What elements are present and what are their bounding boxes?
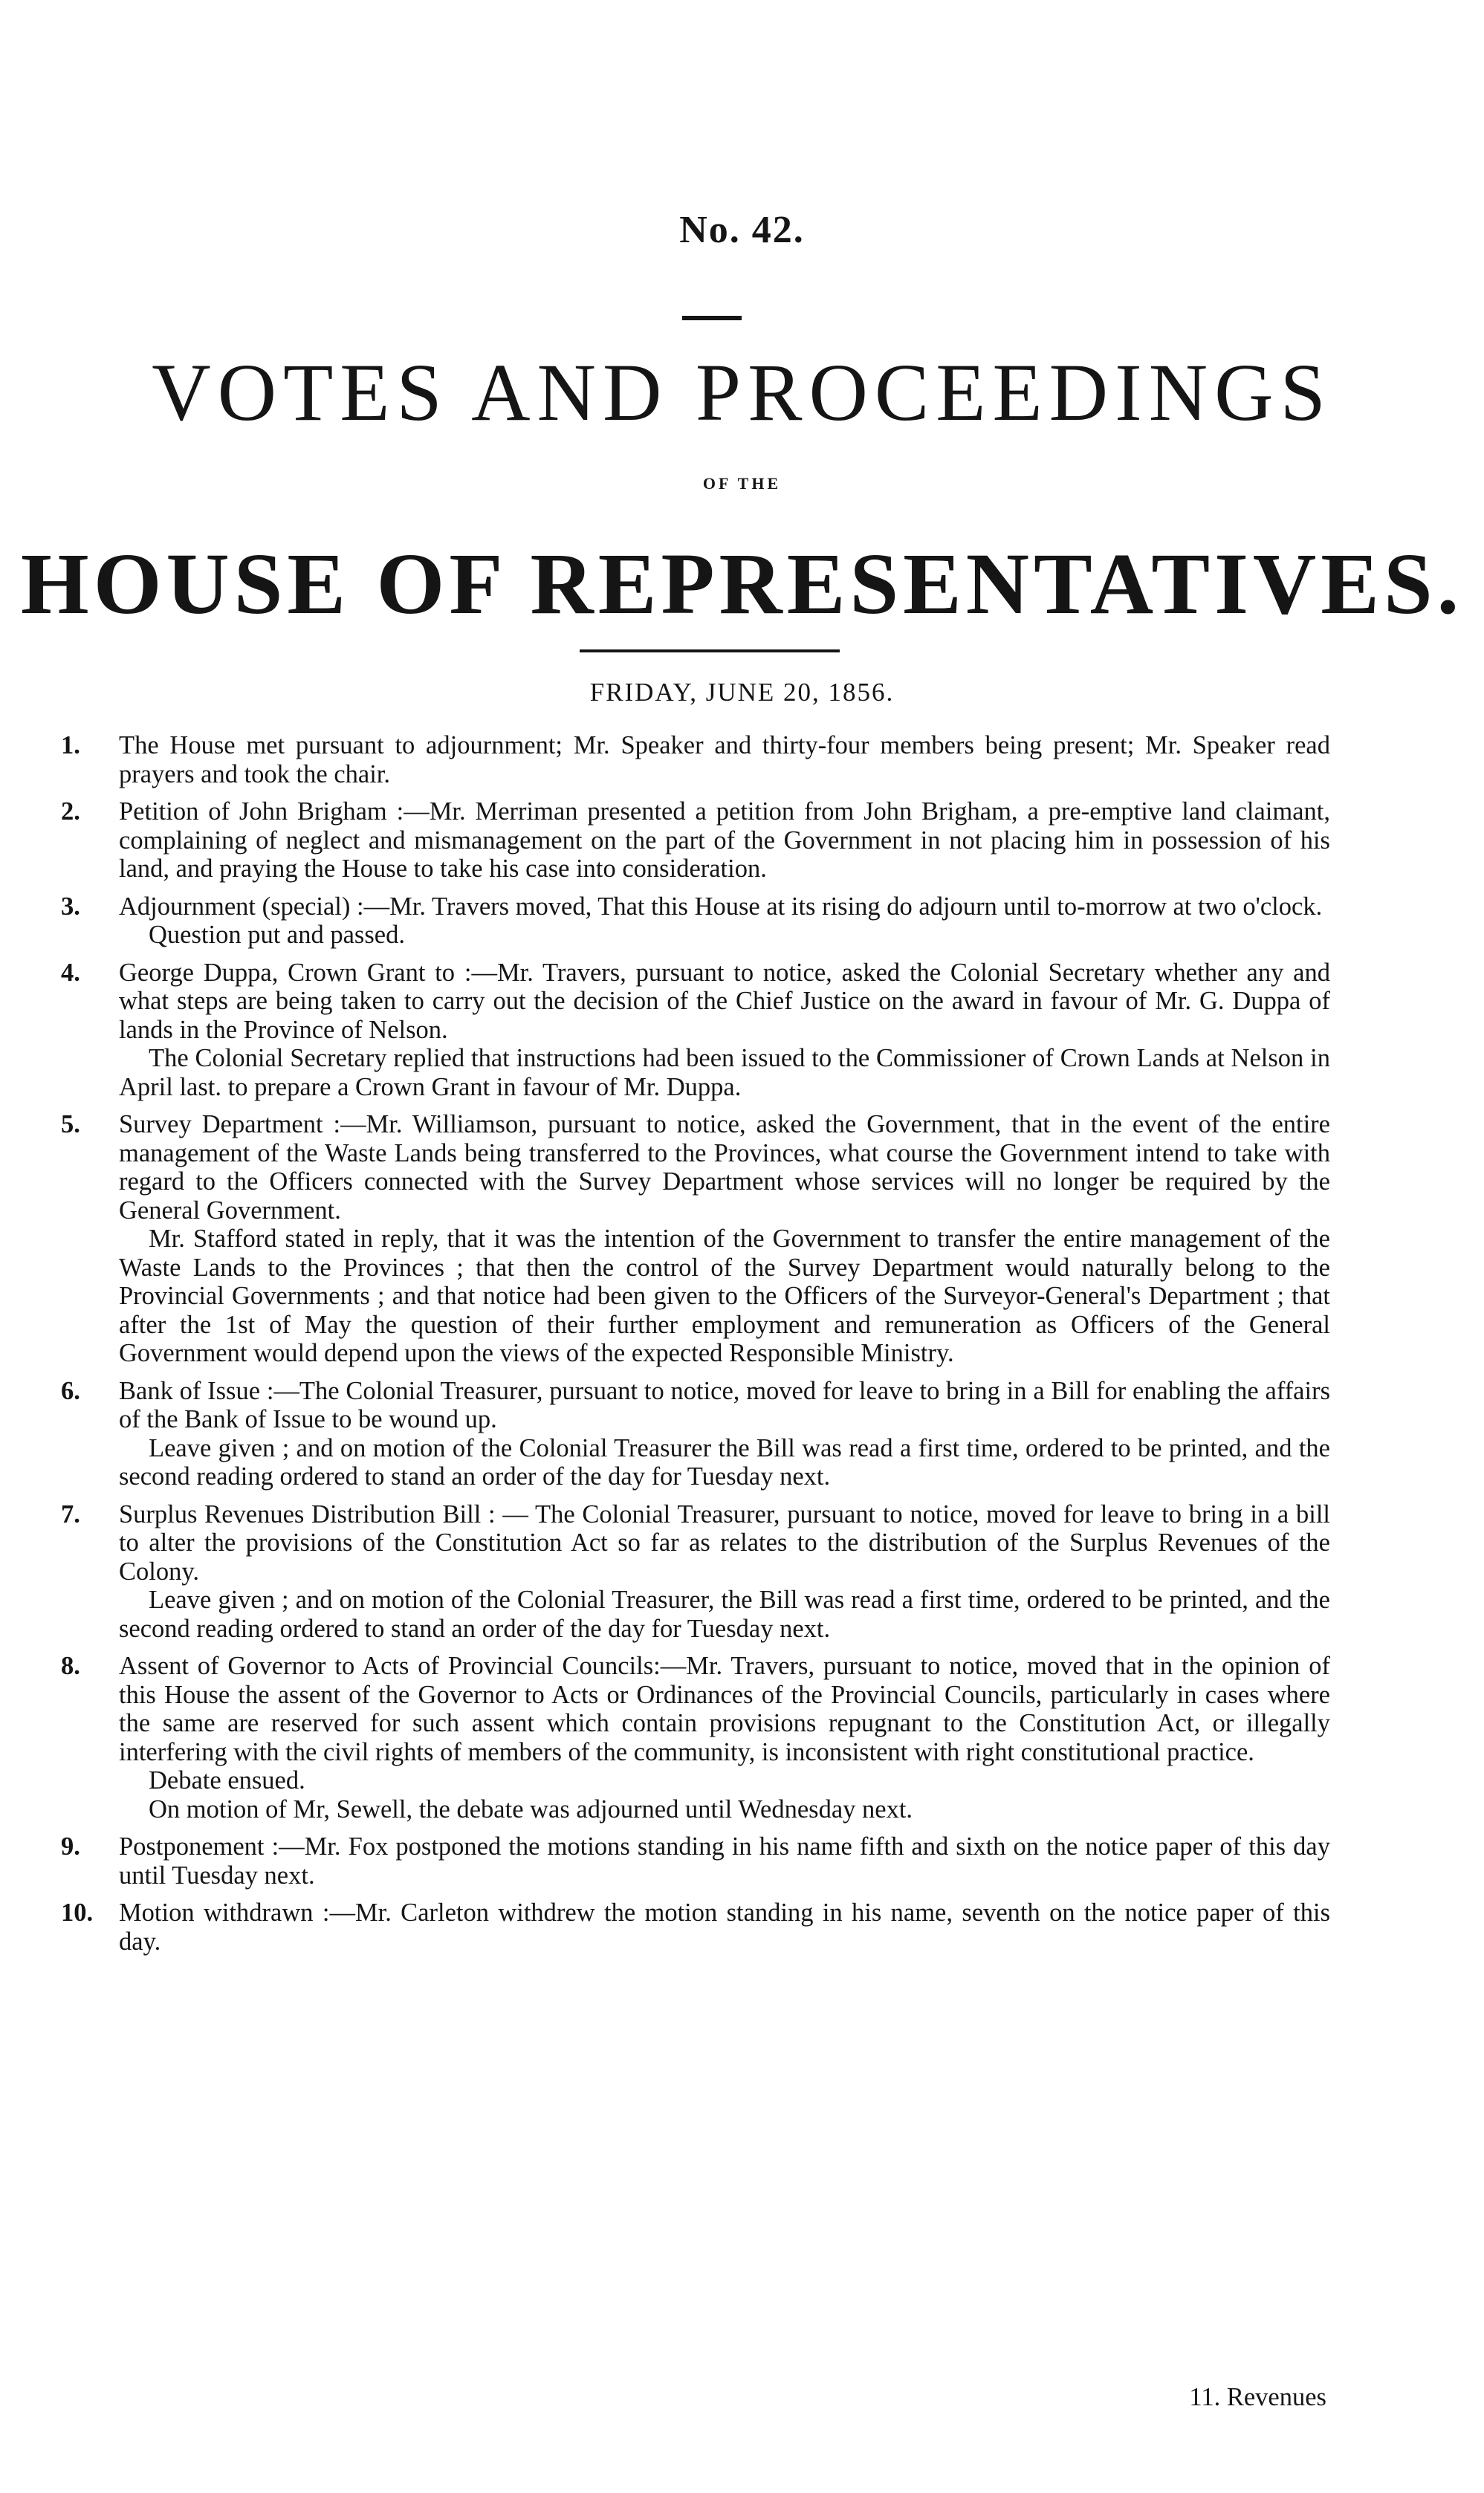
item-subparagraph: Leave given ; and on motion of the Colonial Treasurer the Bill was read a first time, ordered to be printed, and the second reading ordered to stand an order of the day for Tuesday next. — [119, 1433, 1330, 1491]
item-subparagraph: On motion of Mr, Sewell, the debate was adjourned until Wednesday next. — [149, 1795, 913, 1823]
session-date: FRIDAY, JUNE 20, 1856. — [589, 678, 895, 707]
item-subparagraph: Question put and passed. — [149, 921, 405, 949]
document-number: No. 42. — [679, 209, 805, 251]
item-text: Bank of Issue :—The Colonial Treasurer, pursuant to notice, moved for leave to bring in a Bill for enabling the affairs of the Bank of Issue to be wound up. — [119, 1376, 1330, 1433]
item-subparagraph: The Colonial Secretary replied that instructions had been issued to the Commissioner of Crown Lands at Nelson in April last. to prepare a Crown Grant in favour of Mr. Duppa. — [119, 1044, 1330, 1101]
title-house-of-representatives: HOUSE OF REPRESENTATIVES. — [20, 535, 1464, 632]
item-text: Petition of John Brigham :—Mr. Merriman presented a petition from John Brigham, a pre-emptive land claimant, complaining of neglect and mismanagement on the part of the Government in not placing him in possession of his land, and praying the House to take his case into consideration. — [119, 797, 1330, 883]
item-number: 2. — [61, 797, 80, 826]
proceeding-item — [52, 1832, 1330, 1890]
item-number: 6. — [61, 1376, 80, 1405]
item-number: 10. — [61, 1899, 94, 1927]
proceeding-item — [52, 797, 1330, 884]
item-number: 3. — [61, 892, 80, 921]
item-subparagraph: Debate ensued. — [149, 1766, 305, 1795]
item-text: Surplus Revenues Distribution Bill : — The Colonial Treasurer, pursuant to notice, moved for leave to bring in a bill to alter the provisions of the Constitution Act so far as relates to the distribution of the Surplus Revenues of the Colony. — [119, 1500, 1330, 1586]
item-text: The House met pursuant to adjournment; Mr. Speaker and thirty-four members being present; Mr. Speaker read prayers and took the chair. — [119, 731, 1330, 788]
proceeding-item — [52, 1377, 1330, 1491]
title-divider — [580, 649, 840, 652]
proceeding-item — [52, 1899, 1330, 1956]
title-of-the: OF THE — [702, 474, 782, 493]
proceedings-list — [52, 731, 1330, 1965]
item-number: 5. — [61, 1110, 80, 1138]
proceeding-item — [52, 1110, 1330, 1368]
proceeding-item — [52, 1500, 1330, 1644]
item-number: 9. — [61, 1832, 80, 1861]
proceeding-item — [52, 959, 1330, 1102]
item-subparagraph: Leave given ; and on motion of the Colonial Treasurer, the Bill was read a first time, ordered to be printed, and the second reading ordered to stand an order of the day for Tuesday next. — [119, 1586, 1330, 1643]
item-subparagraph: Mr. Stafford stated in reply, that it was the intention of the Government to transfer the entire management of the Waste Lands to the Provinces ; that then the control of the Survey Department would naturally belong to the Provincial Governments ; and that notice had been given to the Officers of the Surveyor-General's Department ; that after the 1st of May the question of their further employment and remuneration as Officers of the General Government would depend upon the views of the expected Responsible Ministry. — [119, 1225, 1330, 1367]
proceeding-item — [52, 1652, 1330, 1823]
proceeding-item — [52, 892, 1330, 950]
proceeding-item — [52, 731, 1330, 788]
title-votes-and-proceedings: VOTES AND PROCEEDINGS — [152, 347, 1332, 438]
item-number: 7. — [61, 1500, 80, 1528]
item-text: Motion withdrawn :—Mr. Carleton withdrew the motion standing in his name, seventh on the notice paper of this day. — [119, 1899, 1330, 1956]
item-text: Survey Department :—Mr. Williamson, pursuant to notice, asked the Government, that in the event of the entire management of the Waste Lands being transferred to the Provinces, what course the Government intend to take with regard to the Officers connected with the Survey Department whose services will no longer be required by the General Government. — [119, 1110, 1330, 1225]
short-divider — [682, 316, 742, 320]
catchword: 11. Revenues — [1189, 2383, 1326, 2411]
item-text: George Duppa, Crown Grant to :—Mr. Travers, pursuant to notice, asked the Colonial Secretary whether any and what steps are being taken to carry out the decision of the Chief Justice on the award in favour of Mr. G. Duppa of lands in the Province of Nelson. — [119, 958, 1330, 1044]
item-number: 1. — [61, 731, 80, 759]
item-text: Assent of Governor to Acts of Provincial Councils:—Mr. Travers, pursuant to notice, moved that in the opinion of this House the assent of the Governor to Acts or Ordinances of the Provincial Councils, particularly in cases where the same are reserved for such assent which contain provisions repugnant to the Constitution Act, or illegally interfering with the civil rights of members of the community, is inconsistent with right constitutional practice. — [119, 1652, 1330, 1766]
item-text: Adjournment (special) :—Mr. Travers moved, That this House at its rising do adjourn until to-morrow at two o'clock. — [119, 892, 1323, 921]
item-number: 4. — [61, 958, 80, 987]
item-number: 8. — [61, 1652, 80, 1680]
item-text: Postponement :—Mr. Fox postponed the motions standing in his name fifth and sixth on the notice paper of this day until Tuesday next. — [119, 1832, 1330, 1890]
